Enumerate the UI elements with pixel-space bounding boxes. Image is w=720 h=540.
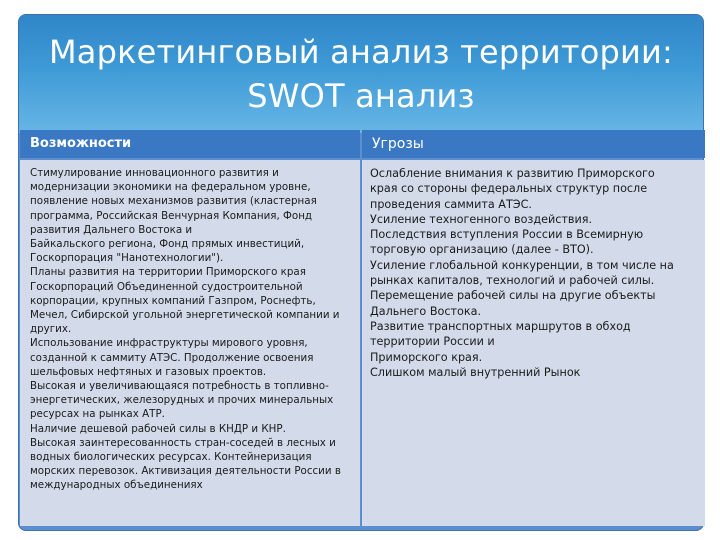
threats-line: Слишком малый внутренний Рынок xyxy=(370,365,581,379)
opportunities-line: энергетических, железорудных и прочих минеральных xyxy=(30,394,334,407)
opportunities-line: ресурсах на рынках АТР. xyxy=(30,408,165,421)
threats-line: Последствия вступления России в Всемирную xyxy=(370,228,644,242)
opportunities-line: Госкорпораций Объединенной судостроительной xyxy=(30,280,303,293)
opportunities-line: корпорации, крупных компаний Газпром, Роснефть, xyxy=(30,294,316,307)
threats-line: края со стороны федеральных структур после xyxy=(370,182,648,196)
opportunities-line: Госкорпорация "Нанотехнологии"). xyxy=(30,252,224,265)
threats-line: торговую организацию (далее - ВТО). xyxy=(370,243,594,257)
opportunities-line: международных объединениях xyxy=(30,479,203,492)
opportunities-line: созданной к саммиту АТЭС. Продолжение освоения xyxy=(30,351,314,364)
threats-cell xyxy=(362,160,705,526)
opportunities-header: Возможности xyxy=(20,130,360,158)
threats-header: Угрозы xyxy=(362,130,705,158)
opportunities-cell xyxy=(20,160,360,526)
threats-line: Усиление глобальной конкуренции, в том числе на xyxy=(370,258,674,272)
threats-line: проведения саммита АТЭС. xyxy=(370,197,532,211)
opportunities-line: развития Дальнего Востока и xyxy=(30,223,193,236)
opportunities-line: модернизации экономики на федеральном уровне, xyxy=(30,181,311,194)
threats-line: территории России и xyxy=(370,335,495,349)
opportunities-line: других. xyxy=(30,323,72,336)
opportunities-line: водных биологических ресурсах. Контейнеризация xyxy=(30,451,312,464)
title-panel xyxy=(19,15,703,133)
opportunities-line: Наличие дешевой рабочей силы в КНДР и КНР. xyxy=(30,422,286,435)
threats-line: Перемещение рабочей силы на другие объекты xyxy=(370,289,656,303)
threats-line: Развитие транспортных маршрутов в обход xyxy=(370,319,631,333)
threats-line: рынках капиталов, технологий и рабочей силы. xyxy=(370,274,655,288)
opportunities-line: Использование инфраструктуры мирового уровня, xyxy=(30,337,308,350)
slide-title-line-1: Маркетинговый анализ территории: xyxy=(48,33,674,71)
opportunities-line: Стимулирование инновационного развития и xyxy=(30,167,279,179)
opportunities-line: Мечел, Сибирской угольной энергетической компании и xyxy=(30,309,340,322)
slide-title-line-2: SWOT анализ xyxy=(247,77,475,115)
opportunities-line: Высокая и увеличивающаяся потребность в топливно- xyxy=(30,380,329,393)
opportunities-line: программа, Российская Венчурная Компания, Фонд xyxy=(30,209,313,222)
opportunities-line: Высокая заинтересованность стран-соседей в лесных и xyxy=(30,436,336,449)
threats-line: Дальнего Востока. xyxy=(370,304,482,318)
opportunities-line: Байкальского региона, Фонд прямых инвестиций, xyxy=(30,238,305,251)
opportunities-line: появление новых механизмов развития (кластерная xyxy=(30,195,317,208)
threats-line: Приморского края. xyxy=(370,350,483,364)
opportunities-line: морских перевозок. Активизация деятельности России в xyxy=(30,465,341,478)
opportunities-line: Планы развития на территории Приморского края xyxy=(30,266,306,279)
threats-line: Ослабление внимания к развитию Приморского xyxy=(370,167,655,180)
opportunities-line: шельфовых нефтяных и газовых проектов. xyxy=(30,365,267,378)
threats-line: Усиление техногенного воздействия. xyxy=(370,212,593,226)
